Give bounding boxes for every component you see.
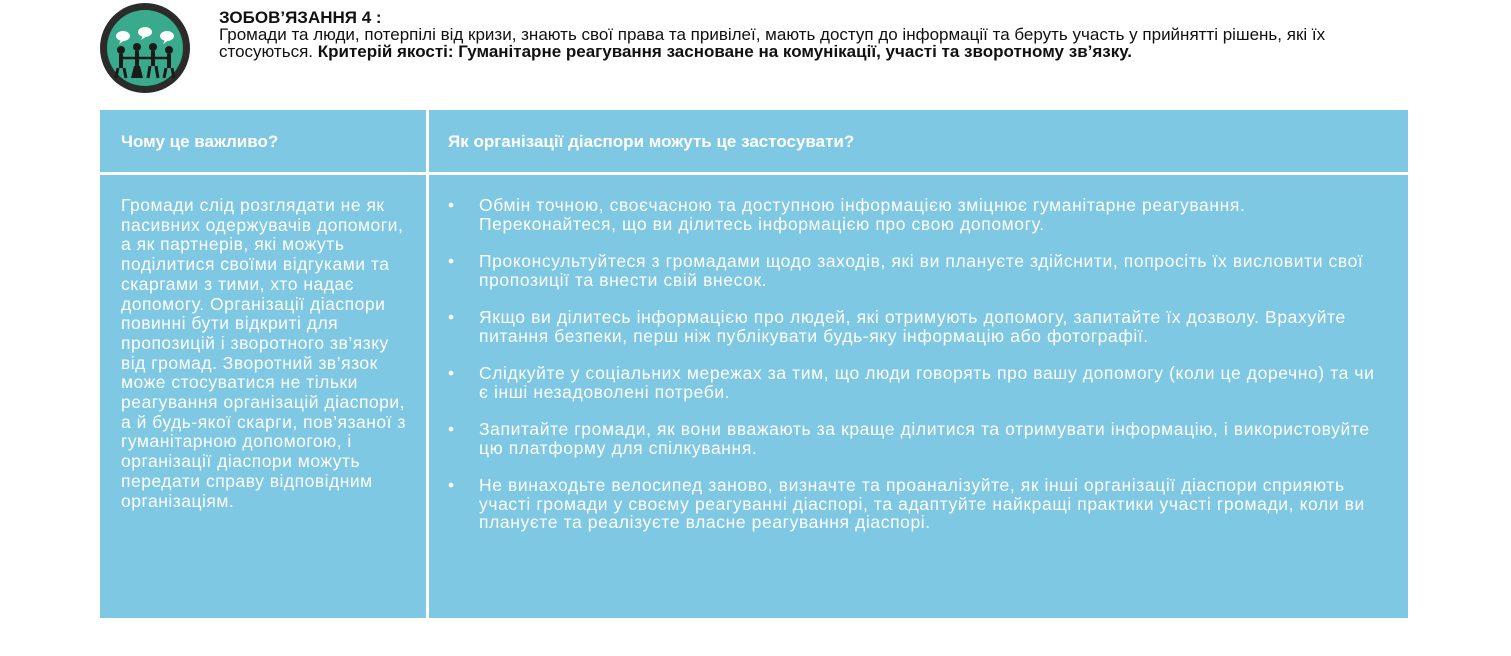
bullet-icon: • <box>448 419 455 439</box>
column-divider <box>426 110 429 618</box>
bullet-icon: • <box>448 307 455 327</box>
bullet-icon: • <box>448 251 455 271</box>
list-item: • Не винаходьте велосипед заново, визначте та проаналізуйте, як інші організації діаспори сприяють участі громади у своєму реагуванні діаспорі, та адаптуйте найкращі практики участі громади, коли ви плануєте та реалізуєте власне реагування діаспорі. <box>448 475 1365 532</box>
header-how-to-apply: Як організації діаспори можуть це застосувати? <box>448 132 855 151</box>
info-table <box>100 110 1408 618</box>
bullet-icon: • <box>448 195 455 215</box>
header-why-important: Чому це важливо? <box>121 132 279 151</box>
why-important-text: Громади слід розглядати не як пасивних одержувачів допомоги, а як партнерів, які можуть поділитися своїми відгуками та скаргами з тими, хто надає допомогу. Організації діаспори повинні бути відкриті для пропозицій і зворотного зв’язку від громад. Зворотний зв’язок може стосуватися не тільки реагування організацій діаспори, а й будь-якої скарги, пов’язаної з гуманітарною допомогою, і організації діаспори можуть передати справу відповідним організаціям. <box>121 195 406 511</box>
commitment-text: Громади та люди, потерпілі від кризи, знають свої права та привілеї, мають доступ до інформації та беруть участь у прийнятті рішень, які їх стосуються. <box>219 25 1326 61</box>
list-item: • Якщо ви ділитесь інформацією про людей, які отримують допомогу, запитайте їх дозволу. Врахуйте питання безпеки, перш ніж публікувати будь-яку інформацію або фотографії. <box>448 307 1346 346</box>
commitment-title: ЗОБОВ’ЯЗАННЯ 4 : <box>219 8 382 27</box>
commitment-block <box>219 9 1359 60</box>
list-item: • Слідкуйте у соціальних мережах за тим, що люди говорять про вашу допомогу (коли це доречно) та чи є інші незадоволені потреби. <box>448 363 1375 402</box>
list-item: • Проконсультуйтеся з громадами щодо заходів, які ви плануєте здійснити, попросіть їх висловити свої пропозиції та внести свій внесок. <box>448 251 1364 290</box>
list-item: • Обмін точною, своєчасною та доступною інформацією зміцнює гуманітарне реагування. Переконайтеся, що ви ділитесь інформацією про свою допомогу. <box>448 195 1246 234</box>
header-divider <box>100 172 1408 175</box>
list-item: • Запитайте громади, як вони вважають за краще ділитися та отримувати інформацію, і використовуйте цю платформу для спілкування. <box>448 419 1370 458</box>
bullet-icon: • <box>448 363 455 383</box>
quality-criterion: Критерій якості: Гуманітарне реагування засноване на комунікації, участі та зворотному зв’язку. <box>317 42 1132 61</box>
how-to-apply-list <box>448 196 1388 551</box>
bullet-icon: • <box>448 475 455 495</box>
community-people-speech-icon <box>99 2 191 94</box>
